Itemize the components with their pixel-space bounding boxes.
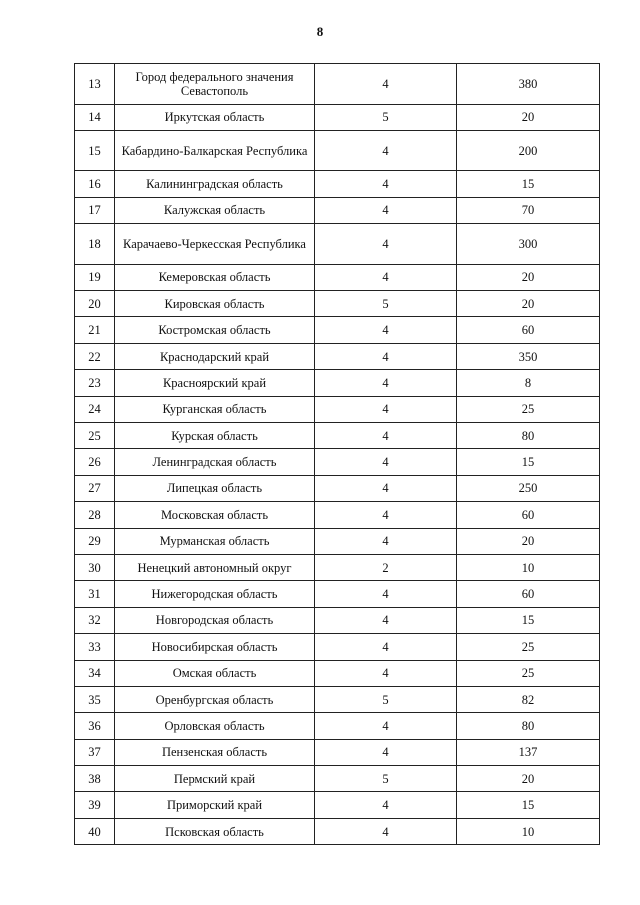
- table-row: [75, 64, 600, 105]
- value-col4-cell: 380: [457, 64, 600, 105]
- row-number-cell: 20: [75, 291, 115, 317]
- value-col3-cell: 4: [315, 660, 457, 686]
- value-col4-cell: 137: [457, 739, 600, 765]
- value-col3-cell: 4: [315, 370, 457, 396]
- table-row: [75, 291, 600, 317]
- row-number-cell: 31: [75, 581, 115, 607]
- value-col3-cell: 4: [315, 423, 457, 449]
- value-col3-cell: 4: [315, 171, 457, 197]
- value-col4-cell: 20: [457, 528, 600, 554]
- value-col3-cell: 4: [315, 502, 457, 528]
- row-number-cell: 23: [75, 370, 115, 396]
- value-col3-cell: 5: [315, 291, 457, 317]
- region-name-cell: Иркутская область: [115, 104, 315, 130]
- value-col4-cell: 70: [457, 197, 600, 223]
- table-row: [75, 343, 600, 369]
- value-col4-cell: 10: [457, 818, 600, 844]
- table-row: [75, 739, 600, 765]
- value-col3-cell: 4: [315, 396, 457, 422]
- value-col4-cell: 25: [457, 634, 600, 660]
- region-name-cell: Оренбургская область: [115, 686, 315, 712]
- row-number-cell: 26: [75, 449, 115, 475]
- value-col4-cell: 82: [457, 686, 600, 712]
- value-col3-cell: 4: [315, 713, 457, 739]
- table-row: [75, 581, 600, 607]
- table-row: [75, 197, 600, 223]
- table-row: [75, 449, 600, 475]
- value-col3-cell: 5: [315, 686, 457, 712]
- row-number-cell: 18: [75, 224, 115, 265]
- regions-table: [74, 63, 600, 845]
- region-name-cell: Новгородская область: [115, 607, 315, 633]
- region-name-cell: Липецкая область: [115, 475, 315, 501]
- row-number-cell: 25: [75, 423, 115, 449]
- table-row: [75, 104, 600, 130]
- value-col3-cell: 4: [315, 634, 457, 660]
- row-number-cell: 21: [75, 317, 115, 343]
- table-row: [75, 634, 600, 660]
- row-number-cell: 19: [75, 264, 115, 290]
- table-row: [75, 686, 600, 712]
- row-number-cell: 39: [75, 792, 115, 818]
- value-col4-cell: 20: [457, 264, 600, 290]
- value-col3-cell: 4: [315, 130, 457, 171]
- table-row: [75, 370, 600, 396]
- region-name-cell: Нижегородская область: [115, 581, 315, 607]
- value-col4-cell: 15: [457, 449, 600, 475]
- row-number-cell: 32: [75, 607, 115, 633]
- table-row: [75, 264, 600, 290]
- region-name-cell: Пензенская область: [115, 739, 315, 765]
- table-row: [75, 502, 600, 528]
- region-name-cell: Кемеровская область: [115, 264, 315, 290]
- value-col4-cell: 8: [457, 370, 600, 396]
- region-name-cell: Карачаево-Черкесская Республика: [115, 224, 315, 265]
- region-name-cell: Орловская область: [115, 713, 315, 739]
- value-col4-cell: 60: [457, 581, 600, 607]
- row-number-cell: 36: [75, 713, 115, 739]
- row-number-cell: 22: [75, 343, 115, 369]
- table-row: [75, 528, 600, 554]
- region-name-cell: Кабардино-Балкарская Республика: [115, 130, 315, 171]
- region-name-cell: Пермский край: [115, 766, 315, 792]
- value-col3-cell: 4: [315, 224, 457, 265]
- value-col3-cell: 4: [315, 528, 457, 554]
- region-name-cell: Московская область: [115, 502, 315, 528]
- value-col3-cell: 4: [315, 317, 457, 343]
- region-name-cell: Город федерального значения Севастополь: [115, 64, 315, 105]
- value-col3-cell: 4: [315, 343, 457, 369]
- region-name-cell: Ленинградская область: [115, 449, 315, 475]
- value-col3-cell: 4: [315, 264, 457, 290]
- value-col4-cell: 20: [457, 291, 600, 317]
- table-row: [75, 766, 600, 792]
- table-row: [75, 224, 600, 265]
- row-number-cell: 34: [75, 660, 115, 686]
- table-row: [75, 130, 600, 171]
- value-col3-cell: 5: [315, 766, 457, 792]
- value-col4-cell: 80: [457, 423, 600, 449]
- value-col4-cell: 25: [457, 396, 600, 422]
- row-number-cell: 29: [75, 528, 115, 554]
- table-row: [75, 792, 600, 818]
- row-number-cell: 37: [75, 739, 115, 765]
- page-number: 8: [316, 24, 324, 39]
- value-col3-cell: 4: [315, 739, 457, 765]
- table-row: [75, 607, 600, 633]
- value-col3-cell: 4: [315, 64, 457, 105]
- row-number-cell: 14: [75, 104, 115, 130]
- region-name-cell: Калининградская область: [115, 171, 315, 197]
- row-number-cell: 38: [75, 766, 115, 792]
- region-name-cell: Курганская область: [115, 396, 315, 422]
- row-number-cell: 27: [75, 475, 115, 501]
- value-col3-cell: 4: [315, 792, 457, 818]
- value-col4-cell: 15: [457, 171, 600, 197]
- table-row: [75, 475, 600, 501]
- value-col3-cell: 4: [315, 449, 457, 475]
- region-name-cell: Красноярский край: [115, 370, 315, 396]
- value-col3-cell: 4: [315, 607, 457, 633]
- table-row: [75, 554, 600, 580]
- value-col4-cell: 15: [457, 792, 600, 818]
- row-number-cell: 13: [75, 64, 115, 105]
- row-number-cell: 35: [75, 686, 115, 712]
- value-col4-cell: 60: [457, 317, 600, 343]
- table-row: [75, 171, 600, 197]
- value-col3-cell: 4: [315, 818, 457, 844]
- value-col4-cell: 25: [457, 660, 600, 686]
- value-col4-cell: 250: [457, 475, 600, 501]
- row-number-cell: 24: [75, 396, 115, 422]
- value-col4-cell: 60: [457, 502, 600, 528]
- row-number-cell: 33: [75, 634, 115, 660]
- region-name-cell: Костромская область: [115, 317, 315, 343]
- region-name-cell: Приморский край: [115, 792, 315, 818]
- region-name-cell: Кировская область: [115, 291, 315, 317]
- value-col3-cell: 4: [315, 475, 457, 501]
- table-row: [75, 818, 600, 844]
- region-name-cell: Новосибирская область: [115, 634, 315, 660]
- row-number-cell: 17: [75, 197, 115, 223]
- value-col4-cell: 350: [457, 343, 600, 369]
- region-name-cell: Мурманская область: [115, 528, 315, 554]
- value-col3-cell: 4: [315, 581, 457, 607]
- region-name-cell: Калужская область: [115, 197, 315, 223]
- region-name-cell: Ненецкий автономный округ: [115, 554, 315, 580]
- region-name-cell: Псковская область: [115, 818, 315, 844]
- regions-table-body: [75, 64, 600, 845]
- region-name-cell: Омская область: [115, 660, 315, 686]
- row-number-cell: 28: [75, 502, 115, 528]
- table-row: [75, 317, 600, 343]
- value-col4-cell: 20: [457, 766, 600, 792]
- value-col3-cell: 5: [315, 104, 457, 130]
- row-number-cell: 30: [75, 554, 115, 580]
- row-number-cell: 15: [75, 130, 115, 171]
- value-col4-cell: 300: [457, 224, 600, 265]
- value-col4-cell: 80: [457, 713, 600, 739]
- regions-table-container: [74, 63, 599, 845]
- value-col4-cell: 15: [457, 607, 600, 633]
- region-name-cell: Курская область: [115, 423, 315, 449]
- row-number-cell: 40: [75, 818, 115, 844]
- value-col4-cell: 10: [457, 554, 600, 580]
- table-row: [75, 423, 600, 449]
- table-row: [75, 396, 600, 422]
- value-col3-cell: 4: [315, 197, 457, 223]
- value-col4-cell: 200: [457, 130, 600, 171]
- value-col3-cell: 2: [315, 554, 457, 580]
- table-row: [75, 713, 600, 739]
- region-name-cell: Краснодарский край: [115, 343, 315, 369]
- table-row: [75, 660, 600, 686]
- value-col4-cell: 20: [457, 104, 600, 130]
- row-number-cell: 16: [75, 171, 115, 197]
